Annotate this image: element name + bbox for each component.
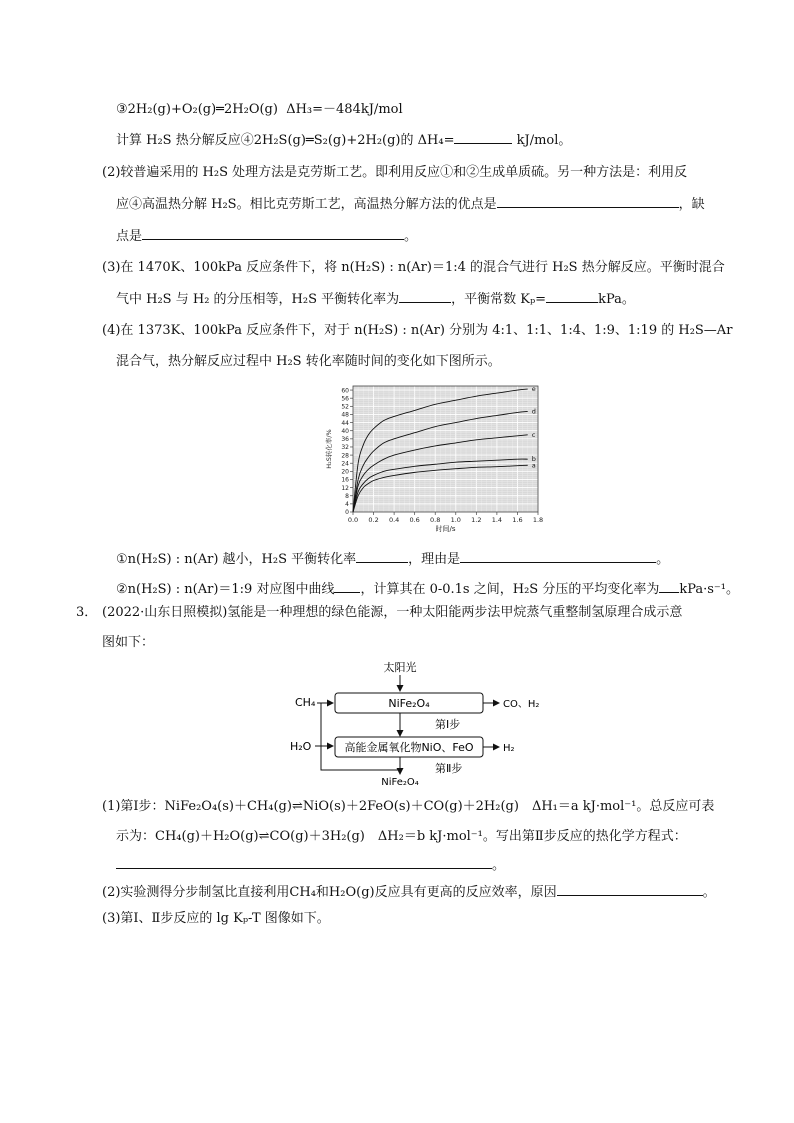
x-tick-label: 0.0 <box>347 516 359 524</box>
y-tick-label: 36 <box>341 436 349 444</box>
answer-blank-curve[interactable] <box>334 580 360 593</box>
series-label-c: c <box>531 430 536 439</box>
sub2-prompt: ②n(H₂S) : n(Ar)＝1:9 对应图中曲线 <box>116 582 335 597</box>
x-tick-label: 1.8 <box>532 516 544 524</box>
part3-kp-unit: kPa。 <box>598 292 635 307</box>
series-label-b: b <box>531 455 536 464</box>
answer-blank-dh4[interactable] <box>454 131 512 144</box>
sub1-reason-prompt: ，理由是 <box>408 552 461 567</box>
y-tick-label: 8 <box>345 492 349 500</box>
x-tick-label: 1.2 <box>471 516 482 524</box>
part2-line1: (2)较普遍采用的 H₂S 处理方法是克劳斯工艺。即利用反应①和②生成单质硫。另一种方法是：利用反 <box>102 165 688 180</box>
q3-part2-end: 。 <box>702 885 716 900</box>
answer-blank-step2-equation[interactable] <box>116 856 492 869</box>
y-tick-label: 32 <box>341 444 349 452</box>
y-tick-label: 56 <box>341 395 349 403</box>
part3-line1: (3)在 1470K、100kPa 反应条件下，将 n(H₂S) : n(Ar)＝1:4 的混合气进行 H₂S 热分解反应。平衡时混合 <box>102 260 725 275</box>
q3-part1-end: 。 <box>492 858 506 873</box>
x-tick-label: 0.4 <box>388 516 400 524</box>
series-label-e: e <box>531 385 536 394</box>
y-tick-label: 28 <box>341 452 349 460</box>
part2-end: 。 <box>404 229 418 244</box>
answer-blank-reason[interactable] <box>460 550 656 563</box>
out1-label: CO、H₂ <box>503 699 540 710</box>
oxide-box-label: 高能金属氧化物NiO、FeO <box>344 741 474 754</box>
sub1-end: 。 <box>656 552 670 567</box>
bottom-nife2o4-label: NiFe₂O₄ <box>381 777 419 788</box>
ch4-label: CH₄ <box>295 696 316 709</box>
part3-line2 <box>116 290 635 309</box>
conversion-chart-svg <box>325 380 550 540</box>
series-label-a: a <box>531 461 536 470</box>
process-diagram-svg <box>285 660 545 788</box>
part3-conversion-prompt: 气中 H₂S 与 H₂ 的分压相等，H₂S 平衡转化率为 <box>116 292 400 307</box>
x-tick-label: 0.2 <box>368 516 379 524</box>
q3-intro-line1: (2022·山东日照模拟)氢能是一种理想的绿色能源，一种太阳能两步法甲烷蒸气重整制氢原理合成示意 <box>102 605 683 620</box>
answer-blank-advantage[interactable] <box>497 195 679 208</box>
eq3-label: ③ <box>116 102 128 117</box>
part2-disadvantage-prefix: ，缺 <box>678 197 705 212</box>
x-tick-label: 1.6 <box>512 516 523 524</box>
sub2-unit: kPa·s⁻¹。 <box>679 582 739 597</box>
y-tick-label: 52 <box>341 403 349 411</box>
part2-line2 <box>116 195 705 214</box>
answer-blank-efficiency-reason[interactable] <box>557 883 703 896</box>
q3-part1-line2: 示为：CH₄(g)＋H₂O(g)⇌CO(g)＋3H₂(g) ΔH₂＝b kJ·mol⁻¹。写出第Ⅱ步反应的热化学方程式： <box>116 829 687 844</box>
sub2-rate-prompt: ，计算其在 0-0.1s 之间，H₂S 分压的平均变化率为 <box>360 582 660 597</box>
part2-advantage-prompt: 应④高温热分解 H₂S。相比克劳斯工艺，高温热分解方法的优点是 <box>116 197 497 212</box>
nife2o4-box-label: NiFe₂O₄ <box>388 697 430 710</box>
y-tick-label: 60 <box>341 387 349 395</box>
answer-blank-kp[interactable] <box>546 290 598 303</box>
answer-blank-trend[interactable] <box>356 550 408 563</box>
series-label-d: d <box>531 407 536 416</box>
sunlight-label: 太阳光 <box>383 661 417 674</box>
y-tick-label: 20 <box>341 468 349 476</box>
part3-kp-prompt: ，平衡常数 Kₚ= <box>451 292 547 307</box>
q3-part2-line <box>102 883 716 902</box>
q3-part1-line3 <box>116 856 505 875</box>
x-tick-label: 0.8 <box>430 516 441 524</box>
h2o-label: H₂O <box>290 740 312 753</box>
y-tick-label: 24 <box>341 460 349 468</box>
answer-blank-conversion[interactable] <box>399 290 451 303</box>
part4-line2: 混合气，热分解反应过程中 H₂S 转化率随时间的变化如下图所示。 <box>116 354 501 369</box>
sub1-prompt: ①n(H₂S) : n(Ar) 越小，H₂S 平衡转化率 <box>116 552 357 567</box>
part4-line1: (4)在 1373K、100kPa 反应条件下，对于 n(H₂S) : n(Ar) 分别为 4:1、1:1、1:4、1:9、1:19 的 H₂S—Ar <box>102 323 733 338</box>
x-tick-label: 1.0 <box>450 516 461 524</box>
eq3-enthalpy: ΔH₃=－484kJ/mol <box>286 102 403 117</box>
sub1-line <box>116 550 669 569</box>
sub2-line <box>116 580 739 599</box>
conversion-chart <box>325 380 550 540</box>
step1-label: 第Ⅰ步 <box>435 718 461 731</box>
calc-prefix: 计算 H₂S 热分解反应④2H₂S(g)═S₂(g)+2H₂(g)的 ΔH₄= <box>116 133 455 148</box>
y-tick-label: 12 <box>341 484 349 492</box>
y-tick-label: 16 <box>341 476 349 484</box>
calc-line <box>116 131 571 150</box>
y-tick-label: 44 <box>341 419 349 427</box>
q3-number: 3． <box>76 605 98 620</box>
y-axis-label: H₂S转化率/% <box>325 429 333 469</box>
q3-part3-line: (3)第Ⅰ、Ⅱ步反应的 lg Kₚ-T 图像如下。 <box>102 911 330 926</box>
y-tick-label: 48 <box>341 411 349 419</box>
out2-label: H₂ <box>503 743 515 754</box>
y-tick-label: 0 <box>345 509 349 517</box>
part2-disadvantage-prompt: 点是 <box>116 229 143 244</box>
x-axis-label: 时间/s <box>435 525 456 533</box>
equation-3 <box>116 101 403 119</box>
eq3-formula: 2H₂(g)+O₂(g)═2H₂O(g) <box>127 102 278 117</box>
x-tick-label: 0.6 <box>409 516 420 524</box>
x-tick-label: 1.4 <box>491 516 503 524</box>
y-tick-label: 40 <box>341 427 349 435</box>
answer-blank-disadvantage[interactable] <box>142 227 404 240</box>
y-tick-label: 4 <box>345 501 349 509</box>
q3-intro-line2: 图如下： <box>102 635 155 650</box>
q3-part2-prompt: (2)实验测得分步制氢比直接利用CH₄和H₂O(g)反应具有更高的反应效率，原因 <box>102 885 557 900</box>
calc-unit: kJ/mol。 <box>516 133 572 148</box>
part2-line3 <box>116 227 417 246</box>
step2-label: 第Ⅱ步 <box>435 762 463 775</box>
q3-part1-line1: (1)第Ⅰ步：NiFe₂O₄(s)＋CH₄(g)⇌NiO(s)＋2FeO(s)＋CO(g)＋2H₂(g) ΔH₁＝a kJ·mol⁻¹。总反应可表 <box>102 799 715 814</box>
process-diagram <box>285 660 545 788</box>
answer-blank-rate[interactable] <box>659 580 679 593</box>
